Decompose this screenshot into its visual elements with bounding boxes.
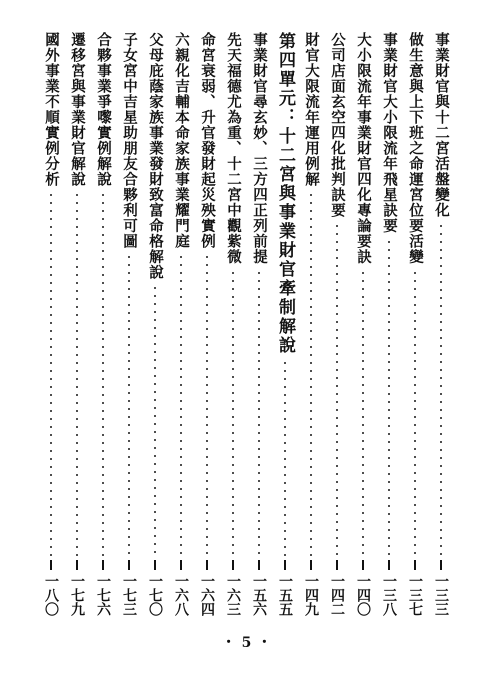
page-dash	[362, 560, 364, 570]
dot-leader	[362, 269, 364, 557]
toc-entry-page: 一五六	[251, 574, 267, 616]
dot-leader	[50, 191, 52, 556]
dot-leader	[414, 269, 416, 557]
dot-leader	[180, 253, 182, 556]
toc-entry-page: 一四九	[303, 574, 319, 616]
toc-entry-title: 六親化吉輔本命家族事業耀門庭	[173, 32, 190, 249]
toc-unit-title: 第四單元：十二宮與事業財官牽制解說	[275, 32, 295, 355]
dot-leader	[440, 222, 442, 556]
dot-leader	[284, 359, 286, 556]
toc-entry-page: 一六八	[173, 574, 189, 616]
toc-entry-title: 公司店面玄空四化批判訣要	[329, 32, 346, 218]
dot-leader	[76, 191, 78, 556]
toc-entry-title: 事業財官大小限流年飛星訣要	[381, 32, 398, 234]
toc-entry-title: 國外事業不順實例分析	[43, 32, 60, 187]
toc-entry	[92, 32, 114, 616]
toc-entry-title: 大小限流年事業財官四化專論要訣	[355, 32, 372, 265]
dot-leader	[388, 238, 390, 557]
toc-entry-page: 一五五	[277, 574, 293, 616]
toc-entry-page: 一三八	[381, 574, 397, 616]
toc-entry	[248, 32, 270, 616]
dot-leader	[128, 253, 130, 556]
toc-entry-title: 先天福德尤為重、十二宮中觀紫微	[225, 32, 242, 265]
page-dash	[414, 560, 416, 570]
toc-entry-page: 一八〇	[43, 574, 59, 616]
toc-entry	[300, 32, 322, 616]
page-dash	[180, 560, 182, 570]
dot-leader	[336, 222, 338, 556]
toc-entry-title: 父母庇蔭家族事業發財致富命格解說	[147, 32, 164, 280]
page-dash	[388, 560, 390, 570]
toc-entry	[66, 32, 88, 616]
page-dash	[154, 560, 156, 570]
page-dash	[258, 560, 260, 570]
dot-leader	[232, 269, 234, 557]
page-dash	[50, 560, 52, 570]
toc-entry-title: 事業財官尋玄妙、三方四正列前提	[251, 32, 268, 265]
toc-entry-page: 一四二	[329, 574, 345, 616]
page-dash	[284, 560, 286, 570]
page-dash	[310, 560, 312, 570]
page-dash	[232, 560, 234, 570]
toc-entry	[326, 32, 348, 616]
toc-entry	[144, 32, 166, 616]
toc-entry-title: 做生意與上下班之命運宮位要活變	[407, 32, 424, 265]
toc-entry-page: 一六三	[225, 574, 241, 616]
toc-entry	[352, 32, 374, 616]
toc-entry	[222, 32, 244, 616]
toc-unit-heading	[274, 32, 296, 616]
toc-entry	[196, 32, 218, 616]
toc-entry-page: 一三七	[407, 574, 423, 616]
toc-entry-page: 一七六	[95, 574, 111, 616]
dot-leader	[206, 253, 208, 556]
toc-entry-page: 一七〇	[147, 574, 163, 616]
toc-entry	[118, 32, 140, 616]
toc-entry-page: 一三三	[433, 574, 449, 616]
toc-entry	[40, 32, 62, 616]
page-dash	[128, 560, 130, 570]
page-dash	[76, 560, 78, 570]
dot-leader	[154, 284, 156, 556]
dot-leader	[102, 191, 104, 556]
toc-entry-page: 一六四	[199, 574, 215, 616]
toc-entry-page: 一七九	[69, 574, 85, 616]
toc-entry-title: 合夥事業爭嚟實例解說	[95, 32, 112, 187]
page-number: ・5・	[221, 635, 278, 651]
toc-entry	[404, 32, 426, 616]
toc-entry-page: 一四〇	[355, 574, 371, 616]
toc-entry-title: 財官大限流年運用例解	[303, 32, 320, 187]
dot-leader	[310, 191, 312, 556]
table-of-contents	[40, 32, 452, 616]
page-dash	[102, 560, 104, 570]
toc-entry	[430, 32, 452, 616]
toc-entry	[378, 32, 400, 616]
toc-entry-title: 命宮衰弱、升官發財起災殃實例	[199, 32, 216, 249]
page-dash	[336, 560, 338, 570]
toc-entry-title: 遷移宮與事業財官解說	[69, 32, 86, 187]
dot-leader	[258, 269, 260, 557]
toc-entry-page: 一七三	[121, 574, 137, 616]
page-dash	[206, 560, 208, 570]
toc-entry-title: 事業財官與十二宮活盤變化	[433, 32, 450, 218]
page-dash	[440, 560, 442, 570]
toc-entry	[170, 32, 192, 616]
toc-entry-title: 子女宮中吉星助朋友合夥利可圖	[121, 32, 138, 249]
